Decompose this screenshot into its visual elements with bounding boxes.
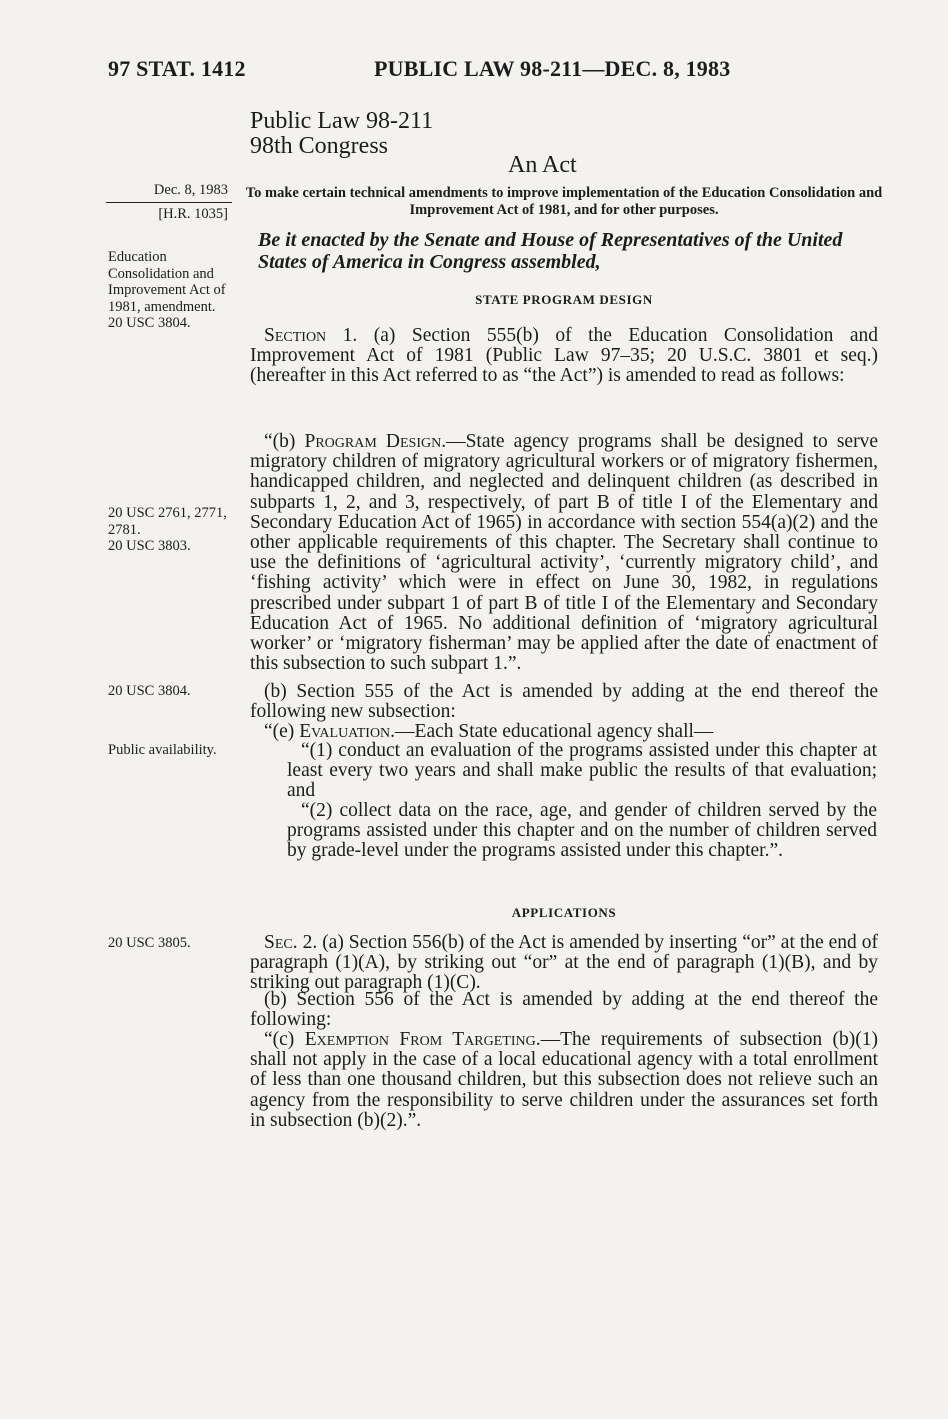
margin-note-amendment xyxy=(108,249,228,332)
clause-1-paragraph: “(1) conduct an evaluation of the programs assisted under this chapter at least every two years and shall make public the results of that evaluation; and xyxy=(287,740,877,802)
margin-note-usc-3803: 20 USC 3803. xyxy=(108,538,191,554)
margin-note-citation: 20 USC 3804. xyxy=(108,315,191,331)
heading-applications: APPLICATIONS xyxy=(511,905,617,920)
running-head: PUBLIC LAW 98-211—DEC. 8, 1983 xyxy=(374,56,731,81)
margin-note-usc-2761 xyxy=(108,505,228,555)
section-1-paragraph xyxy=(250,326,878,387)
evaluation-text: .—Each State educational agency shall— xyxy=(390,721,714,742)
section-1-lead: Section xyxy=(264,325,327,346)
act-purpose: To make certain technical amendments to improve implementation of the Education Consolidation and Improvement Act of 1981, and for other purposes. xyxy=(245,185,883,218)
heading-state-program-design: STATE PROGRAM DESIGN xyxy=(475,292,653,307)
exemption-lead: Exemption From Targeting xyxy=(304,1029,536,1050)
margin-note-public-availability: Public availability. xyxy=(108,742,217,758)
margin-note-amendment-text: Education Consolidation and Improvement Act of 1981, amendment. xyxy=(108,249,226,315)
program-design-text: .—State agency programs shall be designed to serve migratory children of migratory agricultural workers or of migratory fishermen, handicapped children, and neglected and delinquent children (as described in subparts 1, 2, and 3, respectively, of part B of title I of the Elementary and Secondary Education Act of 1965) in accordance with section 554(a)(2) and the other applicable requirements of this chapter. The Secretary shall continue to use the definitions of ‘agricultural activity’, ‘currently migratory child’, and ‘fishing activity’ which were in effect on June 30, 1982, in regulations prescribed under subpart 1 of part B of title I of the Elementary and Secondary Education Act of 1965. No additional definition of ‘migratory agricultural worker’ or ‘migratory fisherman’ may be applied after the date of enactment of this subsection to such subpart 1.”. xyxy=(250,431,878,675)
section-556-paragraph: (b) Section 556 of the Act is amended by adding at the end thereof the following: xyxy=(250,989,878,1031)
public-law-number: Public Law 98-211 xyxy=(250,108,434,134)
program-design-lead: Program Design xyxy=(304,431,442,452)
section-2-text: . 2. (a) Section 556(b) of the Act is amended by inserting “or” at the end of paragraph (1)(A), by striking out “or” at the end of paragraph (1)(B), and by striking out paragraph (1)(C). xyxy=(250,932,878,994)
date-divider xyxy=(106,202,232,203)
section-2-lead: Sec xyxy=(264,932,293,953)
enactment-date: Dec. 8, 1983 xyxy=(153,182,228,198)
exemption-paragraph xyxy=(250,1030,878,1131)
enactment-date-block xyxy=(106,182,232,222)
margin-note-usc-3805: 20 USC 3805. xyxy=(108,935,191,951)
clause-2-paragraph: “(2) collect data on the race, age, and gender of children served by the programs assisted under this chapter and on the number of children served by grade-level under the programs assisted under this chapter.”. xyxy=(287,800,877,862)
section-555-paragraph: (b) Section 555 of the Act is amended by adding at the end thereof the following new subsection: xyxy=(250,681,878,723)
section-2-paragraph xyxy=(250,933,878,994)
margin-note-usc-3804: 20 USC 3804. xyxy=(108,683,191,699)
margin-note-usc-2761-text: 20 USC 2761, 2771, 2781. xyxy=(108,505,227,538)
stat-page-number: 97 STAT. 1412 xyxy=(108,56,246,81)
program-design-open: “(b) xyxy=(264,431,305,452)
program-design-paragraph xyxy=(250,432,878,674)
exemption-open: “(c) xyxy=(264,1029,305,1050)
evaluation-open: “(e) xyxy=(264,721,300,742)
exemption-text: .—The requirements of subsection (b)(1) shall not apply in the case of a local educational agency with a total enrollment of less than one thousand children, but this subsection does not relieve such an agency from the responsibility to serve children under the assurances set forth in subsection (b)(2).”. xyxy=(250,1029,878,1131)
bill-number: [H.R. 1035] xyxy=(158,205,228,222)
congress-number: 98th Congress xyxy=(250,133,388,159)
section-1-text: 1. (a) Section 555(b) of the Education Consolidation and Improvement Act of 1981 (Public Law 97–35; 20 U.S.C. 3801 et seq.) (hereafter in this Act referred to as “the Act”) is amended to read as follows: xyxy=(250,325,878,387)
evaluation-lead: Evaluation xyxy=(299,721,391,742)
enacting-clause: Be it enacted by the Senate and House of Representatives of the United States of America in Congress assembled, xyxy=(258,229,843,273)
act-title: An Act xyxy=(508,152,577,178)
